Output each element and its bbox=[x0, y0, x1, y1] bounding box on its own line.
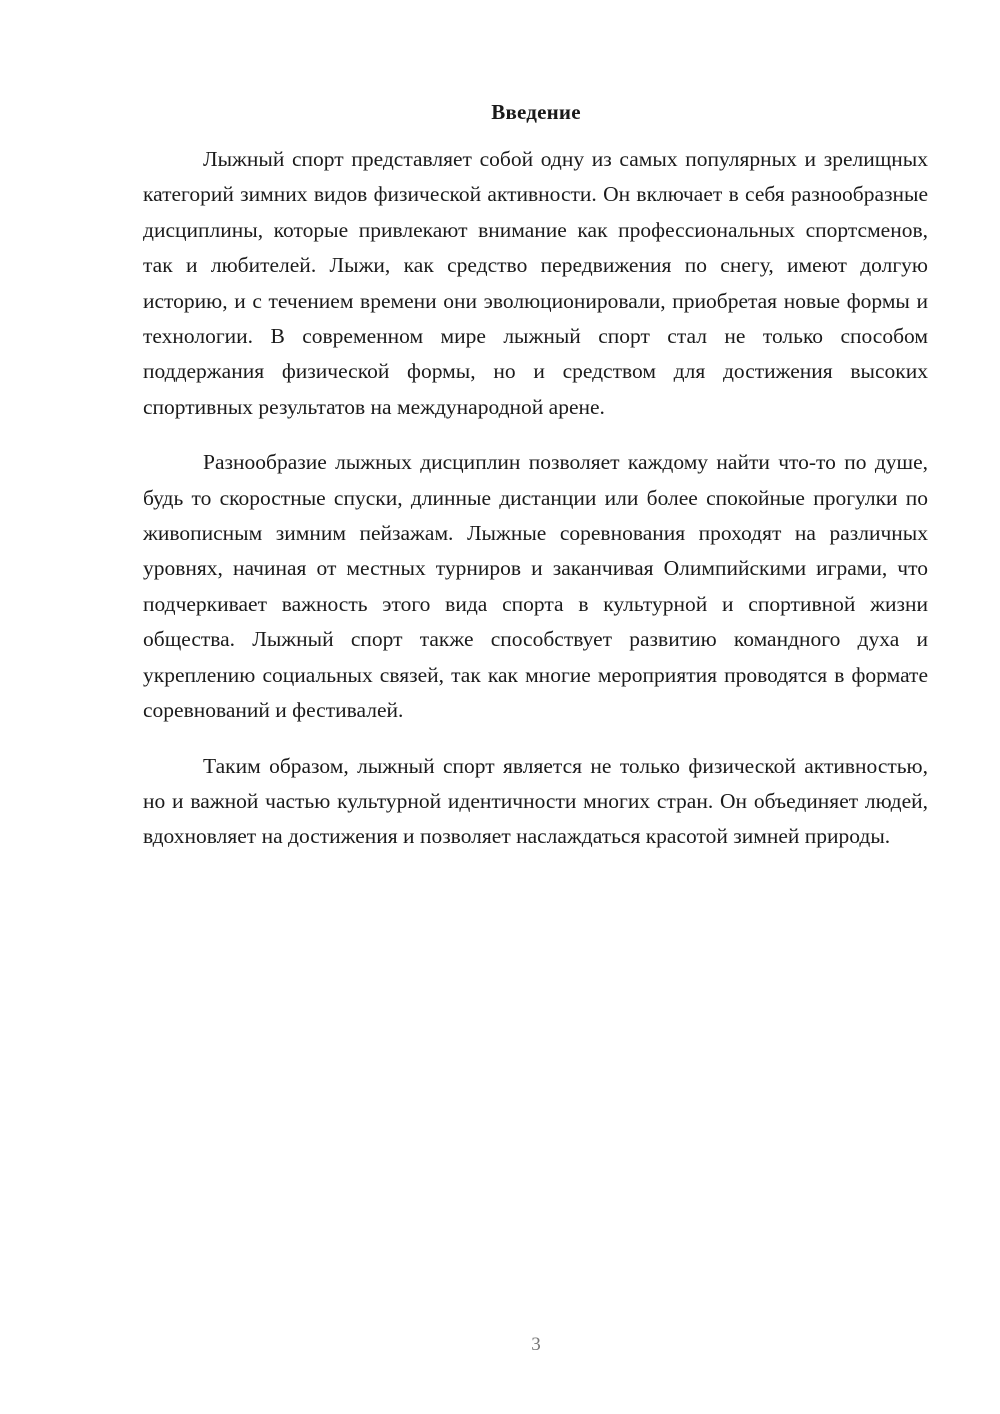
section-heading: Введение bbox=[491, 100, 581, 124]
body-text bbox=[143, 142, 928, 875]
paragraph-2: Разнообразие лыжных дисциплин позволяет каждому найти что-то по душе, будь то скоростные спуски, длинные дистанции или более спокойные прогулки по живописным зимним пейзажам. Лыжные соревнования проходят на различных уровнях, начиная от местных турниров и заканчивая Олимпийскими играми, что подчеркивает важность этого вида спорта в культурной и спортивной жизни общества. Лыжный спорт также способствует развитию командного духа и укреплению социальных связей, так как многие мероприятия проводятся в формате соревнований и фестивалей. bbox=[143, 450, 928, 723]
page-number: 3 bbox=[531, 1334, 541, 1355]
paragraph-1: Лыжный спорт представляет собой одну из самых популярных и зрелищных категорий зимних видов физической активности. Он включает в себя разнообразные дисциплины, которые привлекают внимание как профессиональных спортсменов, так и любителей. Лыжи, как средство передвижения по снегу, имеют долгую историю, и с течением времени они эволюционировали, приобретая новые формы и технологии. В современном мире лыжный спорт стал не только способом поддержания физической формы, но и средством для достижения высоких спортивных результатов на международной арене. bbox=[143, 147, 928, 419]
paragraph-3: Таким образом, лыжный спорт является не только физической активностью, но и важной частью культурной идентичности многих стран. Он объединяет людей, вдохновляет на достижения и позволяет наслаждаться красотой зимней природы. bbox=[143, 753, 928, 849]
